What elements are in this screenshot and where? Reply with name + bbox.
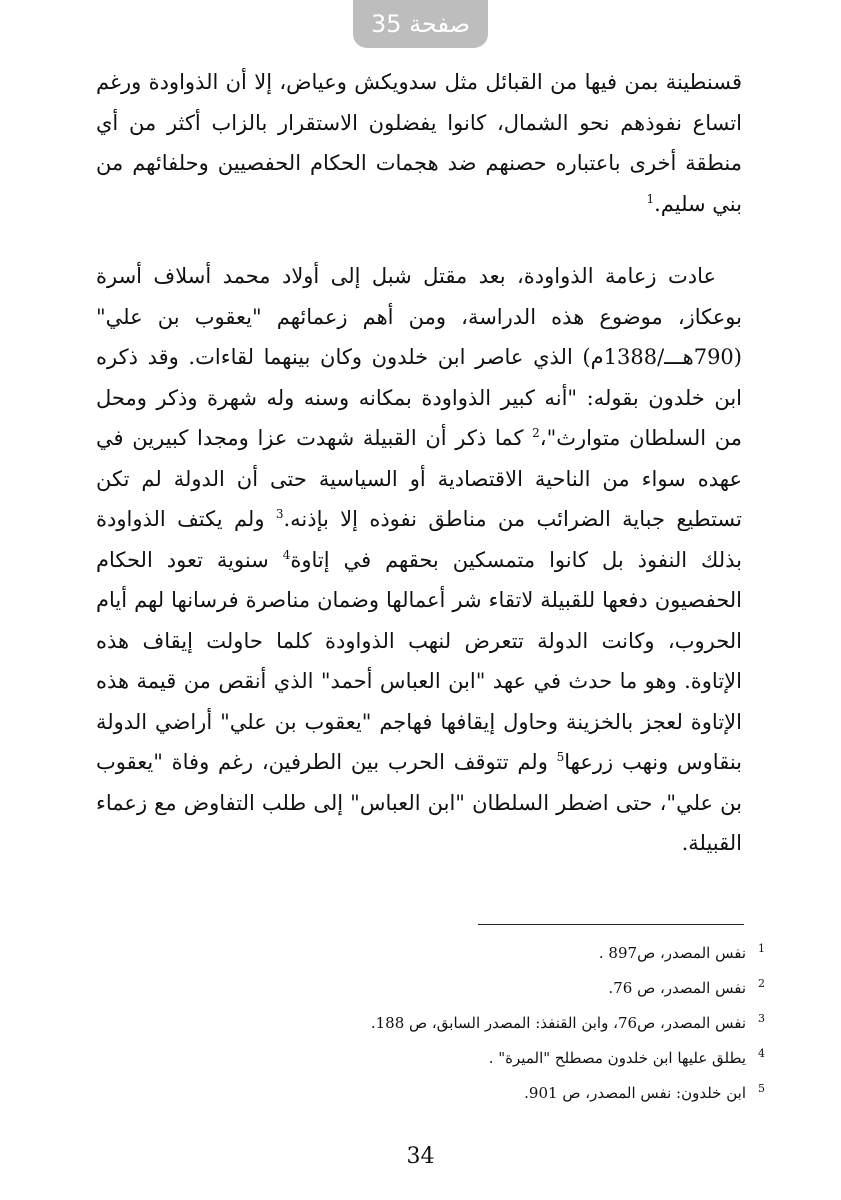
footnote-ref: 3	[275, 507, 284, 521]
footnote-text: نفس المصدر، ص76، وابن القنفذ: المصدر السابق، ص 188.	[370, 1014, 746, 1032]
footnote-2	[165, 971, 765, 1006]
text-segment: عادت زعامة الذواودة، بعد مقتل شبل إلى أولاد محمد أسلاف أسرة بوعكاز، موضوع هذه الدراسة، ومن أهم زعمائهم "يعقوب بن علي" (790هـــ/1388م) الذي عاصر ابن خلدون وكان بينهما لقاءات. وقد ذكره ابن خلدون بقوله: "أنه كبير الذواودة بمكانه وسنه وله شهرة وذكر ومحل من السلطان متوارث"،	[96, 264, 742, 450]
page-number: 34	[406, 1144, 435, 1169]
footnote-5	[165, 1076, 765, 1111]
footnote-4	[165, 1041, 765, 1076]
footnote-number: 4	[758, 1047, 765, 1060]
page-badge: صفحة 35	[353, 0, 488, 48]
text-segment: ولم يكتف الذواودة بذلك النفوذ بل كانوا متمسكين بحقهم في إتاوة	[96, 507, 742, 572]
footnote-text: نفس المصدر، ص 76.	[608, 979, 746, 997]
footnote-divider	[478, 924, 744, 925]
text-segment: ولم تتوقف الحرب بين الطرفين، رغم وفاة "يعقوب بن علي"، حتى اضطر السلطان "ابن العباس" إلى طلب التفاوض مع زعماء القبيلة.	[96, 750, 742, 855]
footnote-number: 5	[758, 1082, 765, 1095]
footnote-ref: 2	[532, 426, 540, 440]
paragraph-1	[96, 62, 742, 224]
footnote-text: ابن خلدون: نفس المصدر، ص 901.	[524, 1084, 746, 1102]
footnotes	[165, 936, 765, 1111]
footnote-ref: 1	[646, 191, 655, 206]
footnote-3	[165, 1006, 765, 1041]
paragraph-2	[96, 256, 742, 864]
footnote-1	[165, 936, 765, 971]
footnote-number: 2	[758, 977, 765, 990]
footnote-text: يطلق عليها ابن خلدون مصطلح "الميرة" .	[488, 1049, 746, 1067]
text-segment: سنوية تعود الحكام الحفصيون دفعها للقبيلة لاتقاء شر أعمالها وضمان مناصرة فرسانها لهم أيام الحروب، وكانت الدولة تتعرض لنهب الذواودة كلما حاولت إيقاف هذه الإتاوة. وهو ما حدث في عهد "ابن العباس أحمد" الذي أنقص من قيمة هذه الإتاوة لعجز بالخزينة وحاول إيقافها فهاجم "يعقوب بن علي" أراضي الدولة بنقاوس ونهب زرعها	[96, 547, 743, 774]
body-text	[96, 62, 742, 864]
footnote-number: 1	[758, 942, 765, 955]
footnote-ref: 5	[556, 750, 565, 764]
footnote-ref: 4	[282, 547, 291, 562]
text-segment: قسنطينة بمن فيها من القبائل مثل سدويكش وعياض، إلا أن الذواودة ورغم اتساع نفوذهم نحو الشمال، كانوا يفضلون الاستقرار بالزاب أكثر من أي منطقة أخرى باعتباره حصنهم ضد هجمات الحكام الحفصيين وحلفائهم من بني سليم.	[96, 70, 742, 216]
text-segment: كما ذكر أن القبيلة شهدت عزا ومجدا كبيرين في عهده سواء من الناحية الاقتصادية أو السياسية حتى أن الدولة لم تكن تستطيع جباية الضرائب من مناطق نفوذه إلا بإذنه.	[96, 426, 742, 531]
footnote-number: 3	[758, 1012, 765, 1025]
footnote-text: نفس المصدر، ص897 .	[598, 944, 746, 962]
